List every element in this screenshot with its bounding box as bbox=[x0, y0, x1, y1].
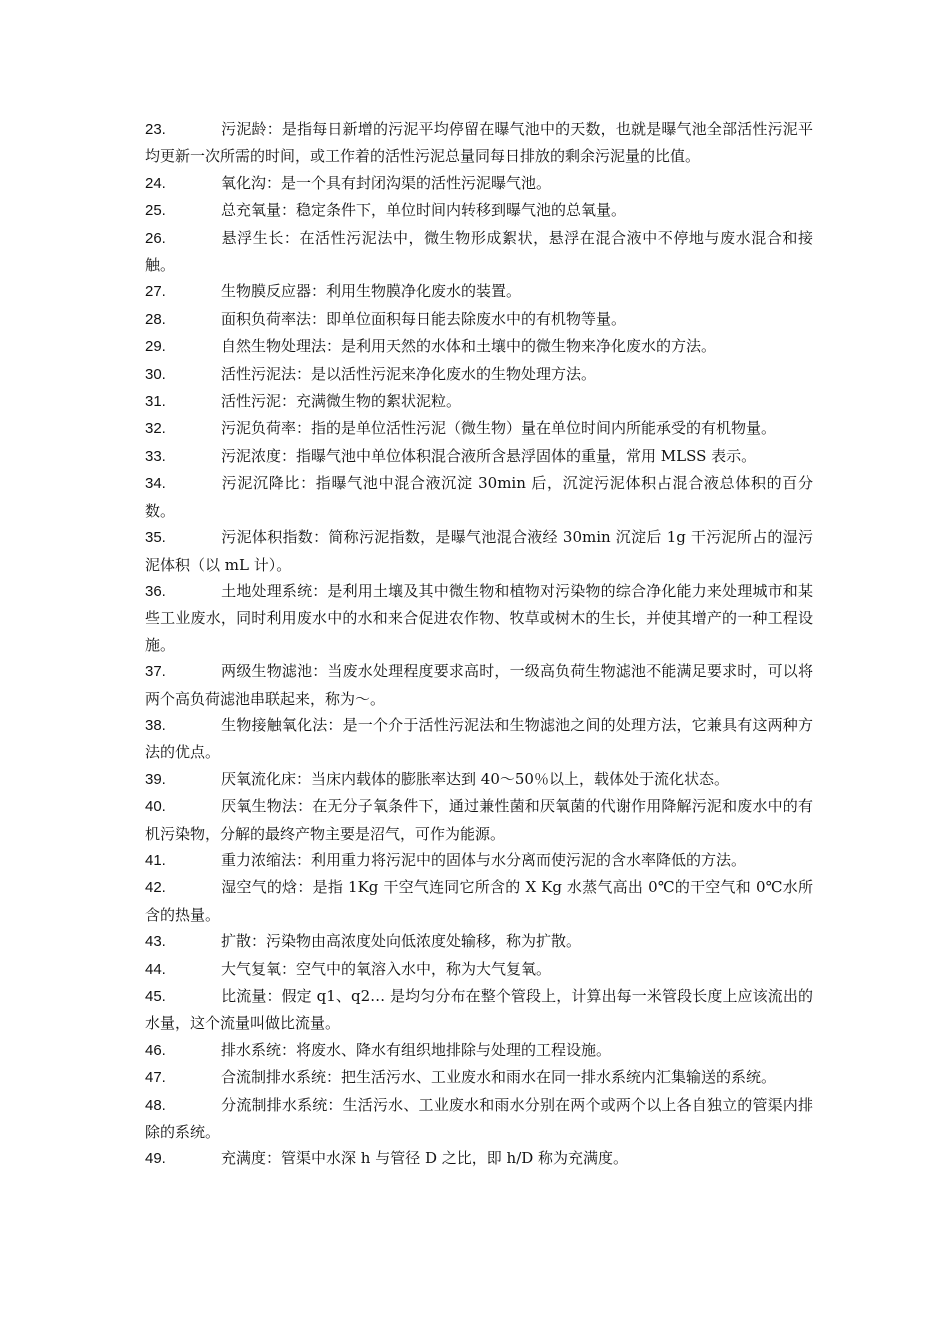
entry-number: 48. bbox=[145, 1096, 166, 1114]
entry-text: 活性污泥：充满微生物的絮状泥粒。 bbox=[221, 392, 462, 411]
definition-entry bbox=[145, 1037, 813, 1064]
entry-number: 24. bbox=[145, 174, 166, 192]
entry-number: 37. bbox=[145, 663, 166, 681]
entry-text: 两级生物滤池：当废水处理程度要求高时，一级高负荷生物滤池不能满足要求时，可以将两个高负荷滤池串联起来，称为～。 bbox=[145, 662, 813, 708]
entry-text: 排水系统：将废水、降水有组织地排除与处理的工程设施。 bbox=[221, 1040, 612, 1059]
entry-text: 活性污泥法：是以活性污泥来净化废水的生物处理方法。 bbox=[221, 364, 597, 383]
entry-number: 39. bbox=[145, 770, 166, 788]
definition-entry bbox=[145, 658, 813, 712]
definition-entry bbox=[145, 116, 813, 170]
entry-text: 比流量：假定 q1、q2… 是均匀分布在整个管段上，计算出每一米管段长度上应该流出的水量，这个流量叫做比流量。 bbox=[145, 987, 813, 1033]
definition-entry bbox=[145, 361, 813, 388]
entry-text: 悬浮生长：在活性污泥法中，微生物形成絮状，悬浮在混合液中不停地与废水混合和接触。 bbox=[145, 228, 813, 275]
entry-text: 厌氧生物法：在无分子氧条件下，通过兼性菌和厌氧菌的代谢作用降解污泥和废水中的有机污染物，分解的最终产物主要是沼气，可作为能源。 bbox=[145, 797, 813, 843]
entry-number: 31. bbox=[145, 393, 166, 411]
entry-number: 27. bbox=[145, 283, 166, 301]
entry-number: 25. bbox=[145, 202, 166, 220]
document-body bbox=[145, 116, 813, 1173]
definition-entry bbox=[145, 470, 813, 524]
entry-text: 污泥龄：是指每日新增的污泥平均停留在曝气池中的天数，也就是曝气池全部活性污泥平均更新一次所需的时间，或工作着的活性污泥总量同每日排放的剩余污泥量的比值。 bbox=[145, 120, 813, 166]
entry-number: 38. bbox=[145, 716, 166, 734]
entry-number: 34. bbox=[145, 475, 166, 493]
definition-entry bbox=[145, 1145, 813, 1172]
entry-text: 湿空气的焓：是指 1Kg 干空气连同它所含的 X Kg 水蒸气高出 0℃的干空气和 0℃水所含的热量。 bbox=[145, 878, 813, 924]
entry-number: 46. bbox=[145, 1041, 166, 1059]
entry-text: 自然生物处理法：是利用天然的水体和土壤中的微生物来净化废水的方法。 bbox=[221, 337, 717, 356]
definition-entry bbox=[145, 197, 813, 224]
definition-entry bbox=[145, 578, 813, 658]
entry-number: 47. bbox=[145, 1069, 166, 1087]
definition-entry bbox=[145, 1092, 813, 1146]
definition-entry bbox=[145, 956, 813, 983]
definition-entry bbox=[145, 415, 813, 442]
entry-number: 43. bbox=[145, 933, 166, 951]
entry-number: 44. bbox=[145, 960, 166, 978]
definition-entry bbox=[145, 874, 813, 928]
entry-text: 污泥体积指数：简称污泥指数，是曝气池混合液经 30min 沉淀后 1g 干污泥所占的湿污泥体积（以 mL 计）。 bbox=[145, 528, 813, 574]
entry-text: 合流制排水系统：把生活污水、工业废水和雨水在同一排水系统内汇集输送的系统。 bbox=[221, 1068, 777, 1087]
entry-number: 49. bbox=[145, 1150, 166, 1168]
definition-entry bbox=[145, 388, 813, 415]
entry-number: 32. bbox=[145, 420, 166, 438]
definition-entry bbox=[145, 443, 813, 470]
entry-number: 40. bbox=[145, 798, 166, 816]
entry-number: 23. bbox=[145, 121, 166, 138]
entry-number: 29. bbox=[145, 338, 166, 356]
entry-number: 42. bbox=[145, 879, 166, 897]
definition-entry bbox=[145, 170, 813, 197]
entry-number: 33. bbox=[145, 447, 166, 465]
entry-text: 总充氧量：稳定条件下，单位时间内转移到曝气池的总氧量。 bbox=[221, 201, 627, 220]
entry-number: 36. bbox=[145, 582, 166, 600]
entry-number: 35. bbox=[145, 529, 166, 547]
entry-text: 污泥浓度：指曝气池中单位体积混合液所含悬浮固体的重量，常用 MLSS 表示。 bbox=[221, 446, 757, 465]
entry-text: 重力浓缩法：利用重力将污泥中的固体与水分离而使污泥的含水率降低的方法。 bbox=[221, 850, 747, 869]
definition-entry bbox=[145, 983, 813, 1037]
entry-number: 28. bbox=[145, 310, 166, 328]
entry-text: 污泥负荷率：指的是单位活性污泥（微生物）量在单位时间内所能承受的有机物量。 bbox=[221, 419, 777, 438]
entry-text: 氧化沟：是一个具有封闭沟渠的活性污泥曝气池。 bbox=[221, 173, 552, 192]
definition-entry bbox=[145, 278, 813, 305]
entry-text: 土地处理系统：是利用土壤及其中微生物和植物对污染物的综合净化能力来处理城市和某些工业废水，同时利用废水中的水和来合促进农作物、牧草或树木的生长，并使其增产的一种工程设施。 bbox=[145, 581, 813, 654]
definition-entry bbox=[145, 712, 813, 766]
entry-text: 生物膜反应器：利用生物膜净化废水的装置。 bbox=[221, 282, 522, 301]
definition-entry bbox=[145, 928, 813, 955]
entry-number: 41. bbox=[145, 851, 166, 869]
entry-number: 26. bbox=[145, 229, 166, 247]
entry-text: 污泥沉降比：指曝气池中混合液沉淀 30min 后，沉淀污泥体积占混合液总体积的百分数。 bbox=[145, 474, 813, 520]
definition-entry bbox=[145, 225, 813, 279]
entry-text: 扩散：污染物由高浓度处向低浓度处输移，称为扩散。 bbox=[221, 932, 582, 951]
definition-entry bbox=[145, 847, 813, 874]
entry-text: 大气复氧：空气中的氧溶入水中，称为大气复氧。 bbox=[221, 959, 552, 978]
entry-number: 45. bbox=[145, 988, 166, 1005]
definition-entry bbox=[145, 766, 813, 793]
definition-entry bbox=[145, 306, 813, 333]
entry-text: 面积负荷率法：即单位面积每日能去除废水中的有机物等量。 bbox=[221, 309, 627, 328]
definition-entry bbox=[145, 793, 813, 847]
entry-number: 30. bbox=[145, 365, 166, 383]
definition-entry bbox=[145, 1064, 813, 1091]
entry-text: 厌氧流化床：当床内载体的膨胀率达到 40～50％以上，载体处于流化状态。 bbox=[221, 769, 729, 788]
entry-text: 生物接触氧化法：是一个介于活性污泥法和生物滤池之间的处理方法，它兼具有这两种方法的优点。 bbox=[145, 715, 813, 762]
definition-entry bbox=[145, 333, 813, 360]
entry-text: 充满度：管渠中水深 h 与管径 D 之比，即 h/D 称为充满度。 bbox=[221, 1149, 629, 1168]
entry-text: 分流制排水系统：生活污水、工业废水和雨水分别在两个或两个以上各自独立的管渠内排除的系统。 bbox=[145, 1095, 813, 1142]
definition-entry bbox=[145, 524, 813, 578]
